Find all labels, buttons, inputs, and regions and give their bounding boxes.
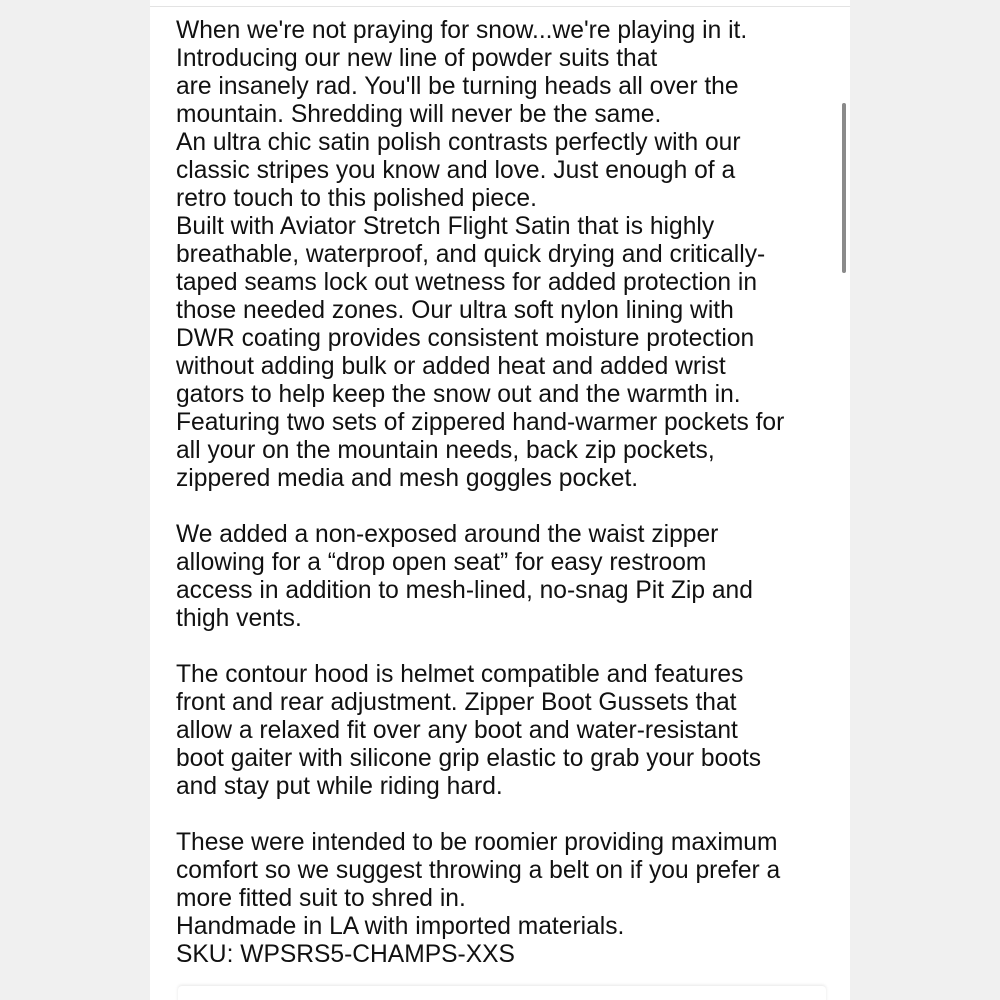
paragraph-gap xyxy=(176,633,836,661)
description-line: DWR coating provides consistent moisture protection xyxy=(176,325,755,352)
scrollbar-thumb[interactable] xyxy=(842,103,846,273)
description-line: Featuring two sets of zippered hand-warmer pockets for xyxy=(176,409,785,436)
sku-line: SKU: WPSRS5-CHAMPS-XXS xyxy=(176,941,515,968)
description-line: without adding bulk or added heat and added wrist xyxy=(176,353,726,380)
description-line: access in addition to mesh-lined, no-snag Pit Zip and xyxy=(176,577,753,604)
product-description-view xyxy=(150,0,850,1000)
description-line: thigh vents. xyxy=(176,605,302,632)
description-line: We added a non-exposed around the waist zipper xyxy=(176,521,719,548)
description-line: An ultra chic satin polish contrasts perfectly with our xyxy=(176,129,741,156)
description-line: those needed zones. Our ultra soft nylon lining with xyxy=(176,297,734,324)
description-line: more fitted suit to shred in. xyxy=(176,885,466,912)
description-line: and stay put while riding hard. xyxy=(176,773,503,800)
description-line: The contour hood is helmet compatible and features xyxy=(176,661,744,688)
description-line: allow a relaxed fit over any boot and water-resistant xyxy=(176,717,738,744)
description-line: front and rear adjustment. Zipper Boot Gussets that xyxy=(176,689,737,716)
description-line: Handmade in LA with imported materials. xyxy=(176,913,625,940)
description-line: are insanely rad. You'll be turning heads all over the xyxy=(176,73,739,100)
description-line: taped seams lock out wetness for added protection in xyxy=(176,269,758,296)
description-line: mountain. Shredding will never be the same. xyxy=(176,101,662,128)
description-line: zippered media and mesh goggles pocket. xyxy=(176,465,639,492)
description-line: classic stripes you know and love. Just enough of a xyxy=(176,157,736,184)
description-line: comfort so we suggest throwing a belt on if you prefer a xyxy=(176,857,781,884)
description-line: Introducing our new line of powder suits that xyxy=(176,45,658,72)
description-line: breathable, waterproof, and quick drying and critically- xyxy=(176,241,766,268)
paragraph-gap xyxy=(176,801,836,829)
description-line: Built with Aviator Stretch Flight Satin that is highly xyxy=(176,213,715,240)
description-line: allowing for a “drop open seat” for easy restroom xyxy=(176,549,707,576)
product-description-text xyxy=(176,17,836,969)
description-line: When we're not praying for snow...we're playing in it. xyxy=(176,17,748,44)
description-line: These were intended to be roomier providing maximum xyxy=(176,829,778,856)
paragraph-gap xyxy=(176,493,836,521)
bottom-card xyxy=(178,986,826,1000)
top-divider xyxy=(150,6,850,7)
description-line: retro touch to this polished piece. xyxy=(176,185,537,212)
description-line: boot gaiter with silicone grip elastic to grab your boots xyxy=(176,745,762,772)
description-line: all your on the mountain needs, back zip pockets, xyxy=(176,437,715,464)
description-line: gators to help keep the snow out and the warmth in. xyxy=(176,381,741,408)
